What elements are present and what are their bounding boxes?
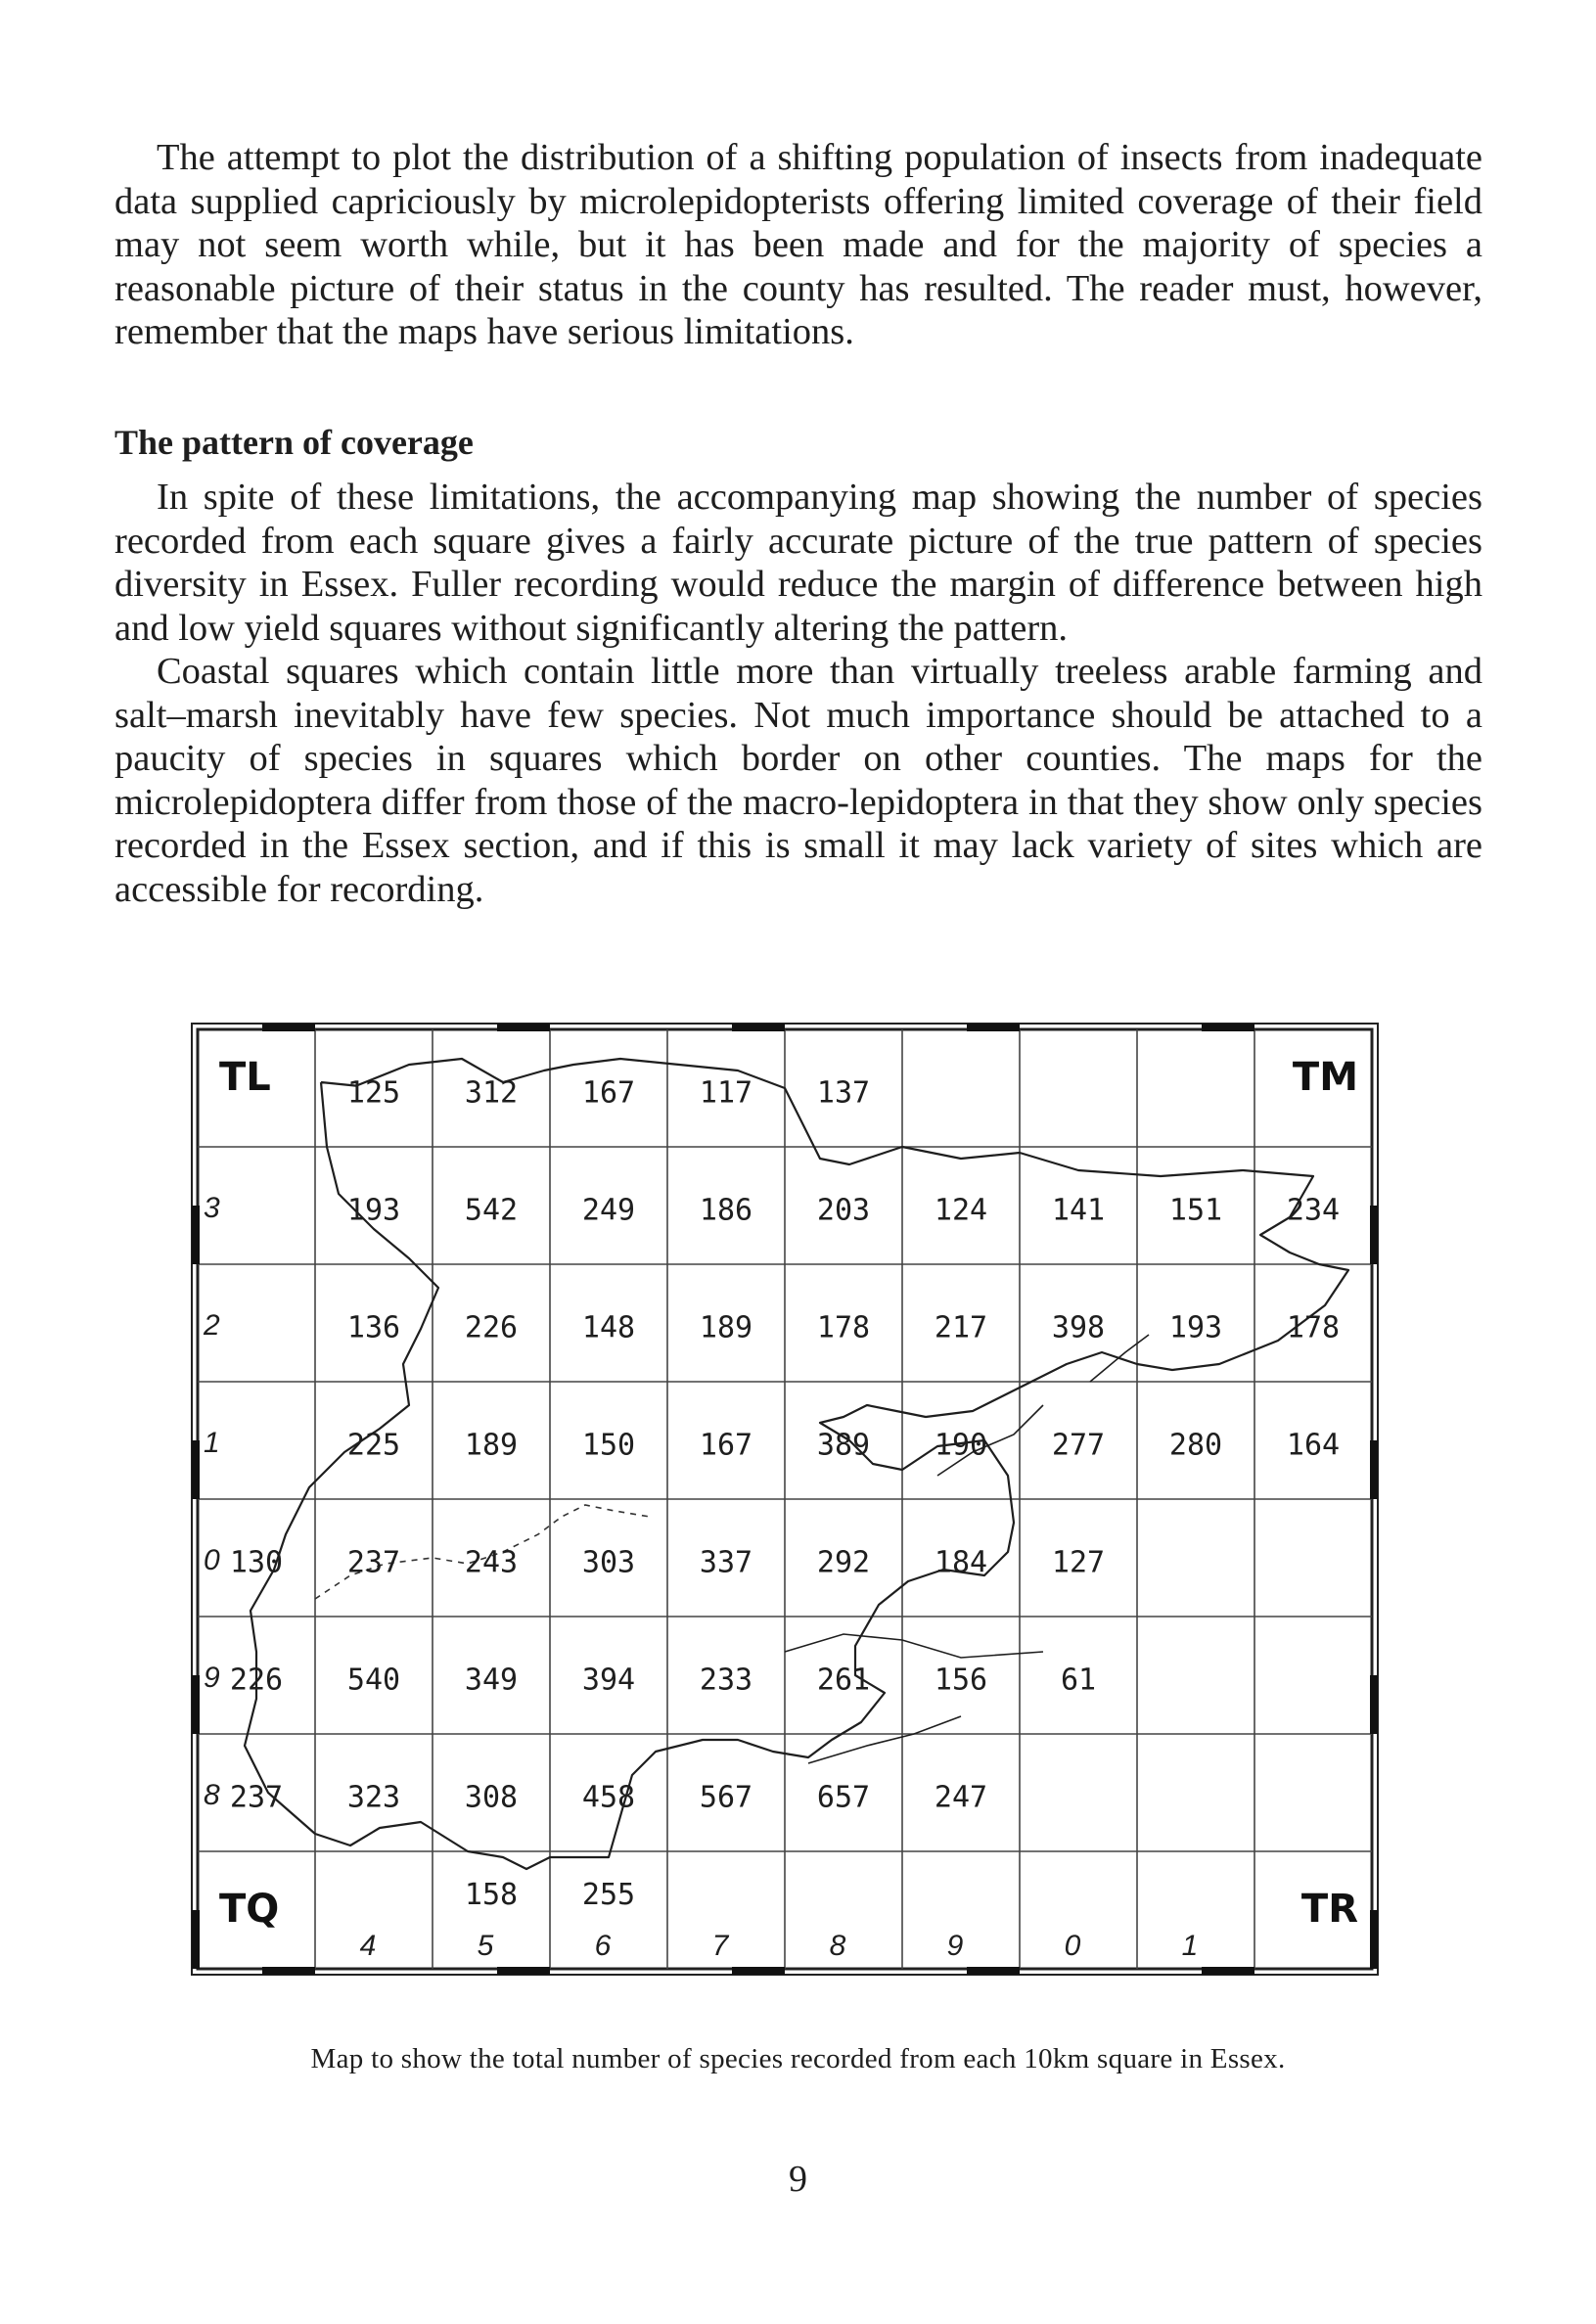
border-tick-left <box>192 1440 200 1499</box>
border-tick-left <box>192 1206 200 1264</box>
estuary-line <box>785 1634 1043 1658</box>
grid-cell-value: 657 <box>816 1780 871 1815</box>
border-tick-bottom <box>1202 1967 1254 1975</box>
grid-cell-value: 178 <box>816 1310 871 1345</box>
column-label: 0 <box>1064 1930 1081 1962</box>
row-label: 8 <box>204 1779 220 1811</box>
column-label: 7 <box>711 1930 729 1962</box>
grid-cell-value: 186 <box>699 1193 753 1228</box>
grid-cell-value: 61 <box>1060 1663 1097 1698</box>
corner-label-tq: TQ <box>219 1887 280 1932</box>
grid-cell-value: 141 <box>1051 1193 1106 1228</box>
grid-cell-value: 217 <box>934 1310 988 1345</box>
grid-cell-value: 130 <box>229 1545 284 1580</box>
grid-cell-value: 125 <box>346 1075 401 1111</box>
border-tick-bottom <box>497 1967 550 1975</box>
grid-cell-value: 167 <box>581 1075 636 1111</box>
grid-cell-value: 349 <box>464 1663 519 1698</box>
grid-cell-value: 136 <box>346 1310 401 1345</box>
border-tick-left <box>192 1910 200 1969</box>
grid-cell-value: 193 <box>1168 1310 1223 1345</box>
grid-cell-value: 247 <box>934 1780 988 1815</box>
grid-cell-value: 255 <box>581 1878 636 1912</box>
border-tick-bottom <box>262 1967 315 1975</box>
grid-cell-value: 233 <box>699 1663 753 1698</box>
grid-cell-value: 323 <box>346 1780 401 1815</box>
grid-cell-value: 280 <box>1168 1428 1223 1463</box>
border-tick-bottom <box>967 1967 1020 1975</box>
row-label: 2 <box>204 1309 220 1342</box>
grid-labels <box>203 1055 1358 1962</box>
grid-cell-value: 151 <box>1168 1193 1223 1228</box>
border-tick-top <box>967 1024 1020 1031</box>
grid-cell-value: 249 <box>581 1193 636 1228</box>
grid-cell-value: 226 <box>229 1663 284 1698</box>
grid-cell-value: 184 <box>934 1545 988 1580</box>
grid-cell-value: 127 <box>1051 1545 1106 1580</box>
grid-cell-value: 117 <box>699 1075 753 1111</box>
county-boundary <box>245 1059 1348 1869</box>
grid-cell-value: 150 <box>581 1428 636 1463</box>
grid-cell-value: 203 <box>816 1193 871 1228</box>
row-label: 9 <box>204 1662 220 1694</box>
corner-label-tl: TL <box>219 1055 271 1100</box>
grid-cell-value: 190 <box>934 1428 988 1463</box>
border-tick-right <box>1370 1206 1378 1264</box>
grid-cell-value: 312 <box>464 1075 519 1111</box>
grid-cell-value: 234 <box>1286 1193 1341 1228</box>
border-tick-right <box>1370 1675 1378 1734</box>
column-label: 9 <box>946 1930 964 1962</box>
page-number: 9 <box>789 2159 807 2200</box>
paragraph-3: Coastal squares which contain little more than virtually treeless arable farming and salt–marsh inevitably have few species. Not much importance should be attached to a paucity of species in squares which border on other counties. The maps for the microlepidoptera differ from those of the macro-lepidoptera in that they show only species recorded in the Essex section, and if this is small it may lack variety of sites which are accessible for recording. <box>114 651 1482 910</box>
grid-cell-value: 394 <box>581 1663 636 1698</box>
grid-cell-value: 542 <box>464 1193 519 1228</box>
grid-cell-value: 226 <box>464 1310 519 1345</box>
grid-cell-value: 193 <box>346 1193 401 1228</box>
coastline-outline <box>245 1059 1348 1869</box>
paragraph-2: In spite of these limitations, the accompanying map showing the number of species recorded from each square gives a fairly accurate picture of the true pattern of species diversity in Essex. Fuller recording would reduce the margin of difference between high and low yield squares without significantly altering the pattern. <box>114 477 1482 649</box>
corner-label-tr: TR <box>1300 1887 1358 1932</box>
border-tick-right <box>1370 1440 1378 1499</box>
map-frame <box>192 1024 1378 1975</box>
section-heading: The pattern of coverage <box>114 423 474 462</box>
grid-cell-value: 156 <box>934 1663 988 1698</box>
column-label: 8 <box>829 1930 846 1962</box>
border-tick-bottom <box>732 1967 785 1975</box>
grid-cell-value: 277 <box>1051 1428 1106 1463</box>
grid-cell-value: 398 <box>1051 1310 1106 1345</box>
grid-cell-value: 389 <box>816 1428 871 1463</box>
border-tick-top <box>732 1024 785 1031</box>
column-label: 6 <box>594 1930 612 1962</box>
grid-cell-value: 243 <box>464 1545 519 1580</box>
grid-cell-value: 148 <box>581 1310 636 1345</box>
row-label: 1 <box>204 1427 220 1459</box>
grid-cell-value: 261 <box>816 1663 871 1698</box>
grid-cell-value: 178 <box>1286 1310 1341 1345</box>
grid-cell-value: 164 <box>1286 1428 1341 1463</box>
grid-cell-value: 225 <box>346 1428 401 1463</box>
grid-cell-value: 540 <box>346 1663 401 1698</box>
border-tick-top <box>262 1024 315 1031</box>
border-tick-right <box>1370 1910 1378 1969</box>
column-label: 1 <box>1181 1930 1199 1962</box>
border-tick-top <box>1202 1024 1254 1031</box>
grid-cell-value: 458 <box>581 1780 636 1815</box>
grid-cell-value: 189 <box>699 1310 753 1345</box>
row-label: 3 <box>204 1192 220 1224</box>
column-label: 4 <box>359 1930 377 1962</box>
grid-cell-value: 237 <box>346 1545 401 1580</box>
grid-cell-value: 308 <box>464 1780 519 1815</box>
grid-cell-value: 292 <box>816 1545 871 1580</box>
grid-cell-value: 158 <box>464 1878 519 1912</box>
grid-cell-value: 124 <box>934 1193 988 1228</box>
paragraph-1: The attempt to plot the distribution of a shifting population of insects from inadequate data supplied capriciously by microlepidopterists offering limited coverage of their field may not seem worth while, but it has been made and for the majority of species a reasonable picture of their status in the county has resulted. The reader must, however, remember that the maps have serious limitations. <box>114 137 1482 352</box>
row-label: 0 <box>204 1544 220 1576</box>
grid-cell-value: 337 <box>699 1545 753 1580</box>
grid-cell-value: 167 <box>699 1428 753 1463</box>
map-caption: Map to show the total number of species recorded from each 10km square in Essex. <box>310 2043 1286 2074</box>
corner-label-tm: TM <box>1292 1055 1358 1100</box>
column-label: 5 <box>477 1930 494 1962</box>
grid-cell-value: 189 <box>464 1428 519 1463</box>
grid-cell-value: 237 <box>229 1780 284 1815</box>
grid-cell-value: 137 <box>816 1075 871 1111</box>
grid-cell-value: 567 <box>699 1780 753 1815</box>
grid-cell-value: 303 <box>581 1545 636 1580</box>
border-tick-left <box>192 1675 200 1734</box>
border-tick-top <box>497 1024 550 1031</box>
